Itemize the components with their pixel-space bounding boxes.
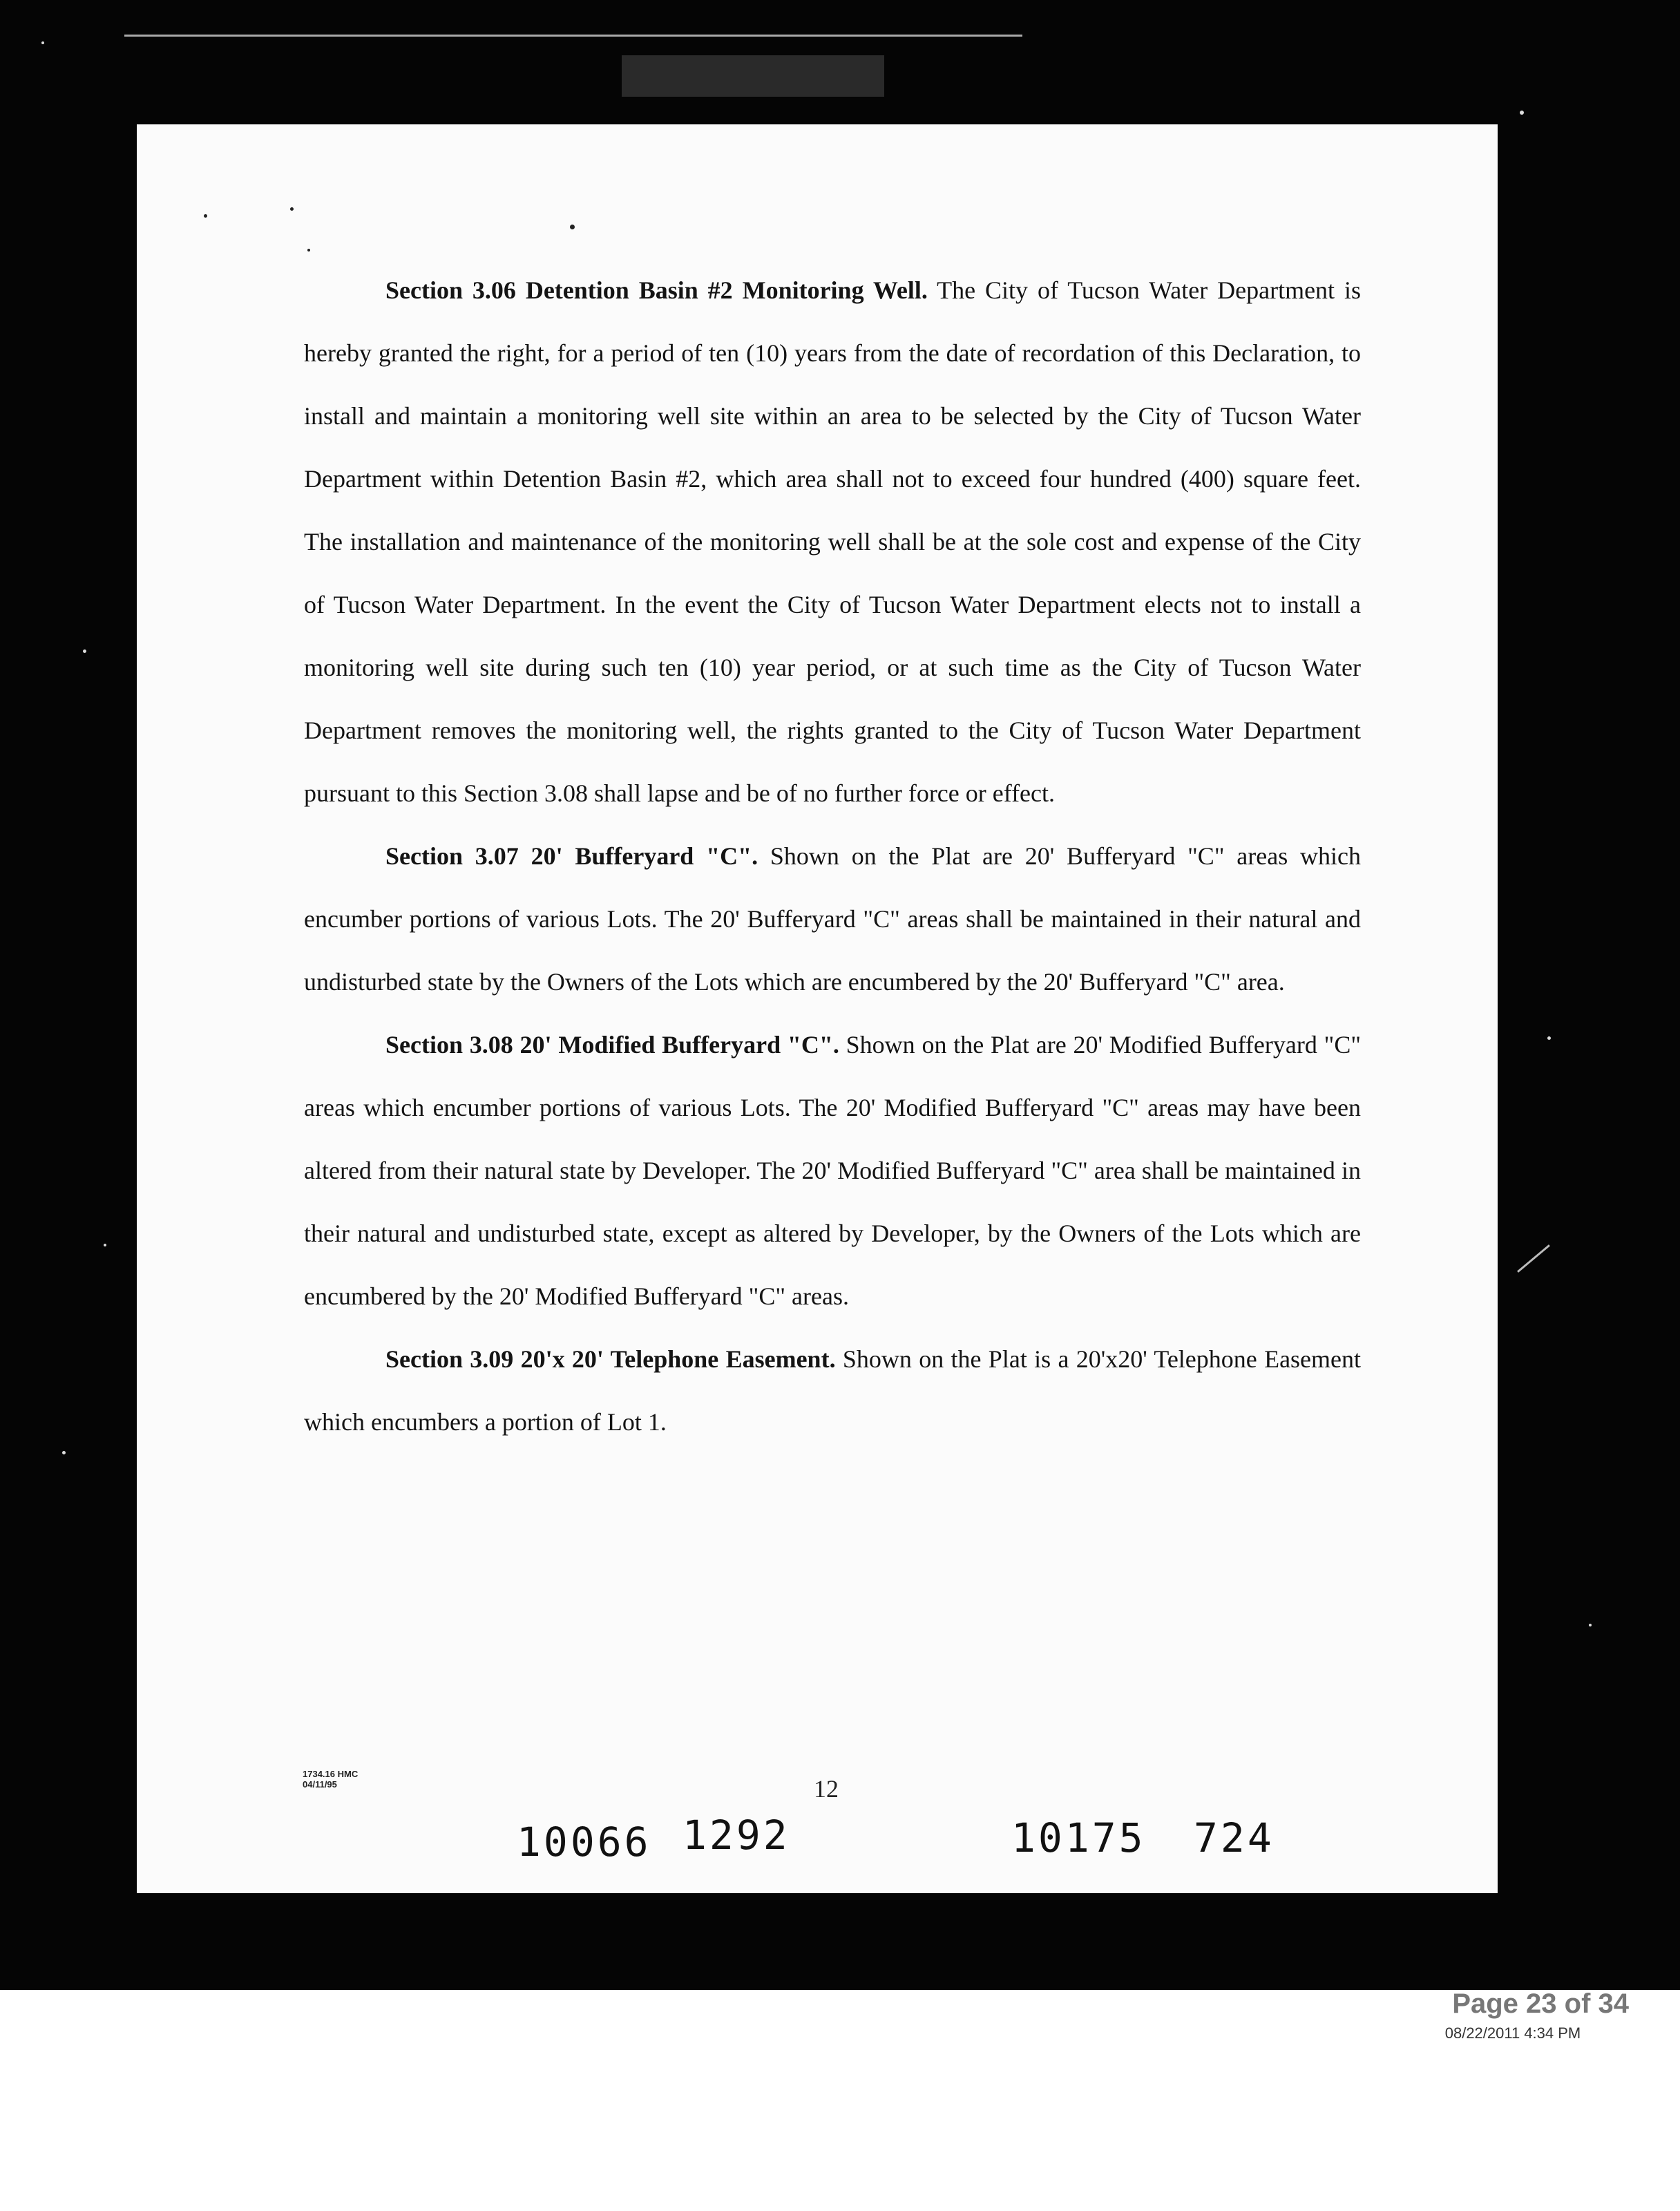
section-text: The City of Tucson Water Department is hereby granted the right, for a period of ten (10) years from the date of recordation of this Declaration, to install and maintain a monitoring well site within an area to be selected by the City of Tucson Water Department within Detention Basin #2, which area shall not to exceed four hundred (400) square feet. The installation and maintenance of the monitoring well shall be at the sole cost and expense of the City of Tucson Water Department. In the event the City of Tucson Water Department elects not to install a monitoring well site during such ten (10) year period, or at such time as the City of Tucson Water Department removes the monitoring well, the rights granted to the City of Tucson Water Department pursuant to this Section 3.08 shall lapse and be of no further force or effect. <box>304 276 1361 807</box>
section-heading: Section 3.09 20'x 20' Telephone Easement. <box>385 1345 836 1373</box>
scan-speck <box>1589 1624 1592 1626</box>
recording-number-left-b: 1292 <box>682 1812 790 1859</box>
section-heading: Section 3.06 Detention Basin #2 Monitoring Well. <box>385 276 928 304</box>
scan-speck <box>1547 1036 1551 1040</box>
section-heading: Section 3.08 20' Modified Bufferyard "C". <box>385 1031 839 1059</box>
section-text: Shown on the Plat are 20' Modified Bufferyard "C" areas which encumber portions of various Lots. The 20' Modified Bufferyard "C" areas may have been altered from their natural state by Developer. The 20' Modified Bufferyard "C" area shall be maintained in their natural and undisturbed state, except as altered by Developer, by the Owners of the Lots which are encumbered by the 20' Modified Bufferyard "C" areas. <box>304 1031 1362 1310</box>
scan-speck <box>83 649 86 653</box>
section-heading: Section 3.07 20' Bufferyard "C". <box>385 842 758 870</box>
section-3-08 <box>304 1014 1361 1328</box>
scan-speck <box>41 41 44 44</box>
section-3-09 <box>304 1328 1361 1454</box>
section-3-06 <box>304 259 1361 825</box>
scan-lower-margin <box>0 1990 1680 2211</box>
page-number: 12 <box>814 1775 839 1803</box>
document-code-line: 1734.16 HMC <box>303 1769 359 1779</box>
scan-streak <box>124 35 1022 37</box>
scan-speck <box>104 1244 106 1246</box>
recording-number-right-a: 10175 <box>1011 1814 1146 1861</box>
section-3-07 <box>304 825 1361 1014</box>
page-count-stamp: Page 23 of 34 <box>1452 1989 1629 2019</box>
paper-speck <box>307 249 310 252</box>
document-body <box>304 259 1361 1454</box>
paper-speck <box>570 225 575 229</box>
document-date-line: 04/11/95 <box>303 1779 337 1790</box>
recording-number-left-a: 10066 <box>517 1819 651 1866</box>
section-text: Shown on the Plat is a 20'x20' Telephone Easement which encumbers a portion of Lot 1. <box>304 1345 1362 1436</box>
print-timestamp: 08/22/2011 4:34 PM <box>1444 2024 1581 2042</box>
scan-speck <box>62 1451 66 1454</box>
document-code <box>303 1769 358 1790</box>
scan-speck <box>1520 111 1524 115</box>
recording-number-right-b: 724 <box>1194 1814 1275 1861</box>
scan-speck-cluster <box>622 55 884 97</box>
paper-speck <box>204 214 207 218</box>
section-text: Shown on the Plat are 20' Bufferyard "C" areas which encumber portions of various Lots. The 20' Bufferyard "C" areas shall be maintained in their natural and undisturbed state by the Owners of the Lots which are encumbered by the 20' Bufferyard "C" area. <box>304 842 1362 996</box>
paper-speck <box>290 207 294 211</box>
